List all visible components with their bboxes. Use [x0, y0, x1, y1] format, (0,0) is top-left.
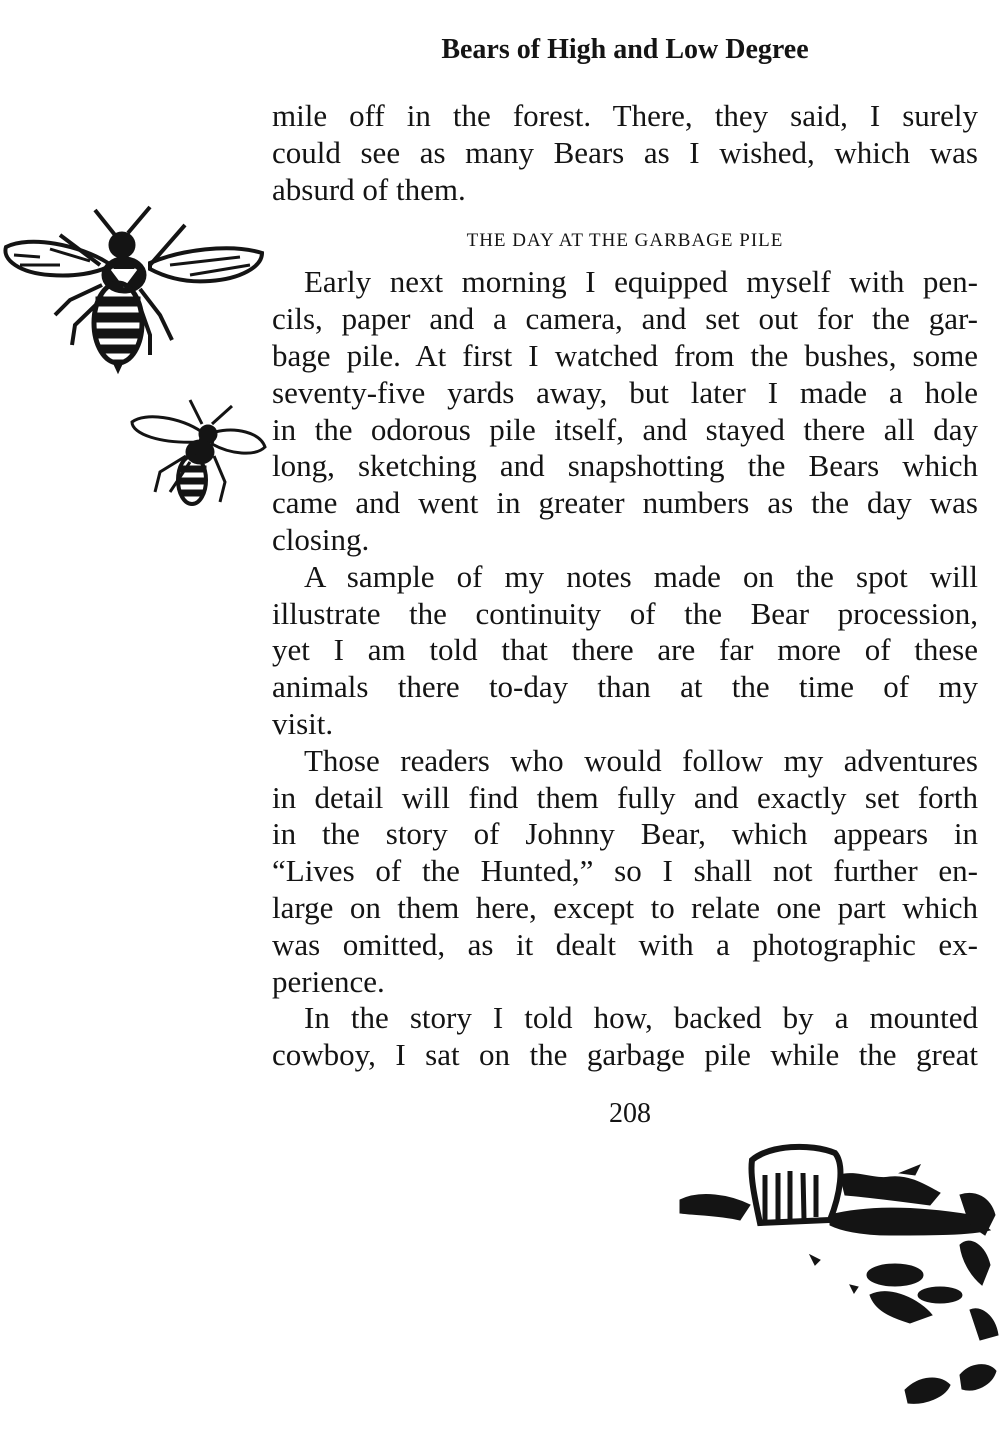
text-line: yet I am told that there are far more of these — [272, 632, 978, 668]
text-line: visit. — [272, 705, 334, 741]
paragraph — [272, 1000, 978, 1074]
text-line: illustrate the continuity of the Bear procession, — [272, 595, 978, 631]
running-head: Bears of High and Low Degree — [441, 34, 809, 65]
text-line: cils, paper and a camera, and set out for the gar- — [272, 301, 978, 337]
body-text — [272, 98, 978, 1074]
text-line: Those readers who would follow my adventures — [304, 742, 978, 778]
text-line: A sample of my notes made on the spot will — [304, 558, 978, 594]
paragraph — [272, 743, 978, 1001]
text-line: in the story of Johnny Bear, which appears in — [272, 816, 978, 852]
page-number: 208 — [609, 1098, 651, 1129]
text-line: in the odorous pile itself, and stayed there all day — [272, 411, 978, 447]
text-line: cowboy, I sat on the garbage pile while the great — [272, 1037, 978, 1073]
paragraph — [272, 559, 978, 743]
bee-illustration-large — [0, 205, 275, 380]
text-line: in detail will find them fully and exactly set forth — [272, 779, 978, 815]
paragraph-continued — [272, 98, 978, 208]
garbage-pile-sketch — [670, 1135, 1000, 1432]
bee-illustration-small — [120, 392, 270, 512]
section-heading: THE DAY AT THE GARBAGE PILE — [466, 230, 784, 252]
paragraph — [272, 264, 978, 558]
text-line: large on them here, except to relate one part which — [272, 889, 978, 925]
text-line: In the story I told how, backed by a mounted — [304, 1000, 978, 1036]
text-line: came and went in greater numbers as the day was — [272, 485, 978, 521]
text-line: closing. — [272, 521, 370, 557]
text-line: animals there to-day than at the time of my — [272, 669, 978, 705]
text-line: seventy-five yards away, but later I made a hole — [272, 374, 978, 410]
text-line: perience. — [272, 963, 385, 999]
text-line: long, sketching and snapshotting the Bears which — [272, 448, 978, 484]
text-line: “Lives of the Hunted,” so I shall not further en- — [272, 853, 978, 889]
text-line: Early next morning I equipped myself with pen- — [304, 264, 978, 300]
text-line: mile off in the forest. There, they said, I surely — [272, 98, 978, 133]
text-line: bage pile. At first I watched from the bushes, some — [272, 337, 978, 373]
text-line: was omitted, as it dealt with a photographic ex- — [272, 926, 978, 962]
text-line: could see as many Bears as I wished, which was — [272, 134, 978, 170]
text-line: absurd of them. — [272, 171, 466, 207]
